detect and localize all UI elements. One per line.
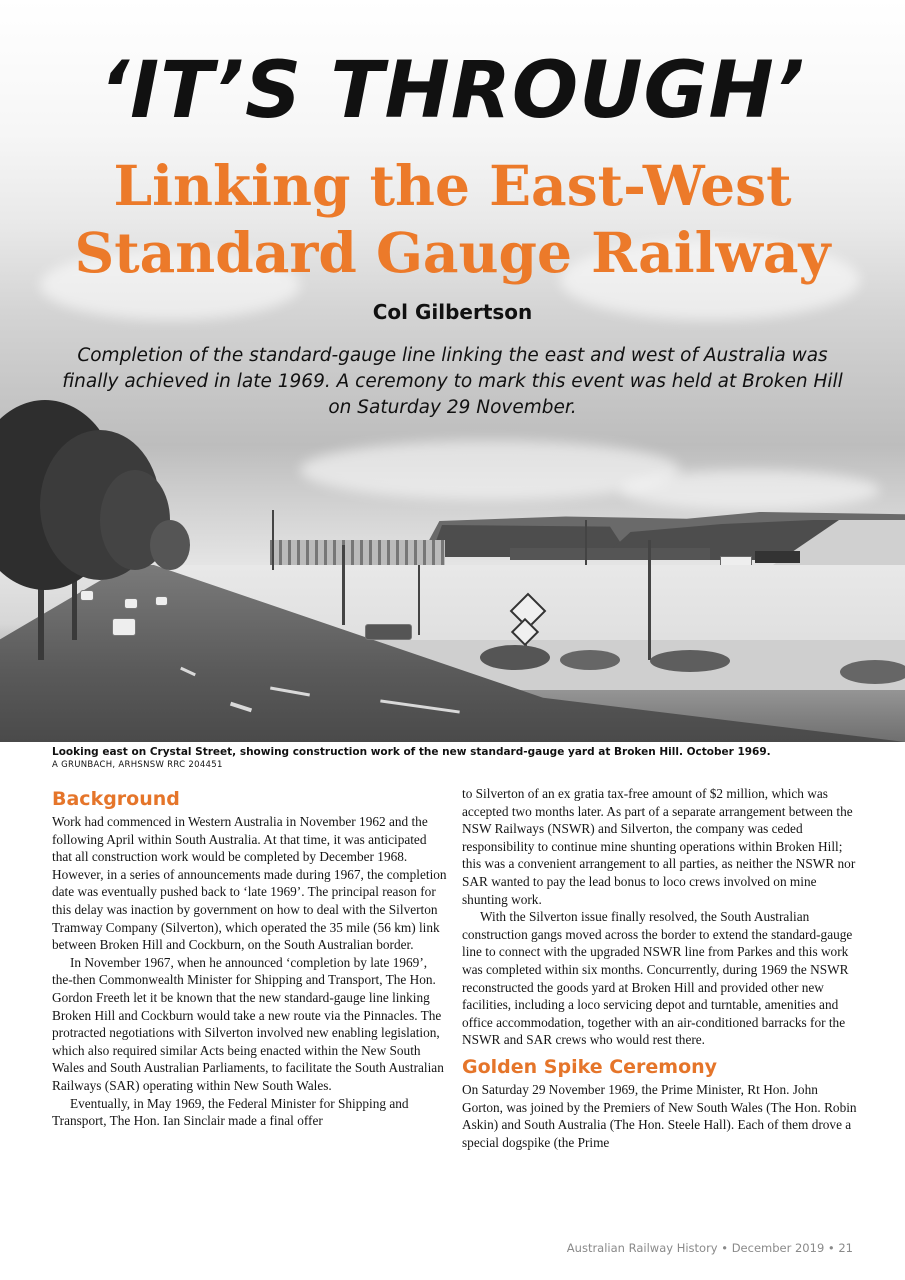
cloud: [620, 470, 880, 510]
wagons: [510, 548, 710, 560]
section-heading-background: Background: [52, 788, 180, 810]
section-heading-ceremony: Golden Spike Ceremony: [462, 1055, 718, 1078]
power-pole: [418, 565, 420, 635]
car: [80, 590, 94, 601]
car: [112, 618, 136, 636]
column-left: [52, 787, 447, 1130]
article-kicker: ‘IT’S THROUGH’: [99, 46, 806, 136]
tree-canopy: [150, 520, 190, 570]
car: [124, 598, 138, 609]
standfirst: Completion of the standard-gauge line linking the east and west of Australia was finally achieved in late 1969. A ceremony to mark this event was held at Broken Hill on Saturday 29 November.: [62, 345, 843, 418]
bush: [650, 650, 730, 672]
paragraph: Work had commenced in Western Australia in November 1962 and the following April within South Australia. At that time, it was anticipated that all construction work would be completed by December 1968. However, in a series of announcements made during 1967, the completion date was eventually pushed back to ‘late 1969’. The principal reason for this delay was inaction by government on how to deal with the Silverton Tramway Company (Silverton), which operated the 35 mile (56 km) link between Broken Hill and Cockburn, on the South Australian border.: [52, 814, 447, 953]
column-right: [462, 785, 857, 1151]
author-byline: Col Gilbertson: [372, 300, 533, 324]
truck: [365, 624, 412, 640]
power-pole: [648, 540, 651, 660]
power-pole: [272, 510, 274, 570]
bush: [480, 645, 550, 670]
paragraph: In November 1967, when he announced ‘completion by late 1969’, the-then Commonwealth Minister for Shipping and Transport, The Hon. Gordon Freeth let it be known that the new standard-gauge line linking Broken Hill and Cockburn would take a new route via the Pinnacles. The protracted negotiations with Silverton involved new enabling legislation, which also required similar Acts being enacted within the New South Wales and South Australian Parliaments, to facilitate the South Australian Railways (SAR) operating within New South Wales.: [52, 954, 444, 1093]
bush: [560, 650, 620, 670]
article-title-line-1: Linking the East-West: [113, 153, 792, 218]
article-title-line-2: Standard Gauge Railway: [74, 220, 831, 285]
locomotive: [755, 551, 800, 563]
caption-text: Looking east on Crystal Street, showing construction work of the new standard-gauge yard at Broken Hill. October 1969.: [52, 746, 771, 758]
power-pole: [342, 545, 345, 625]
paragraph: With the Silverton issue finally resolved, the South Australian construction gangs moved across the border to extend the standard-gauge line to connect with the upgraded NSWR line from Parkes and this work was completed within six months. Concurrently, during 1969 the NSWR reconstructed the goods yard at Broken Hill and provided other new facilities, including a loco servicing depot and turntable, amenities and office accommodation, together with an air-conditioned barracks for the NSWR and SAR crews who would rest there.: [462, 909, 853, 1048]
photo-caption: [52, 745, 852, 771]
bush: [840, 660, 905, 684]
paragraph: On Saturday 29 November 1969, the Prime Minister, Rt Hon. John Gorton, was joined by the Premiers of New South Wales (The Hon. Robin Askin) and South Australia (The Hon. Steele Hall). Each of them drove a special dogspike (the Prime: [462, 1081, 857, 1150]
photo-credit: A GRUNBACH, ARHSNSW RRC 204451: [52, 760, 223, 770]
power-pole: [585, 520, 587, 565]
paragraph: to Silverton of an ex gratia tax-free amount of $2 million, which was accepted two months later. As part of a separate arrangement between the NSW Railways (NSWR) and Silverton, the company was ceded responsibility to continue mine shunting operations within Broken Hill; this was a convenient arrangement to all parties, as neither the NSWR nor SAR wanted to pay the lead bonus to loco crews involved on mine shunting work.: [462, 786, 856, 907]
car: [155, 596, 168, 606]
page-footer: Australian Railway History • December 2019 • 21: [566, 1241, 853, 1255]
paragraph: Eventually, in May 1969, the Federal Minister for Shipping and Transport, The Hon. Ian Sinclair made a final offer: [52, 1095, 409, 1129]
